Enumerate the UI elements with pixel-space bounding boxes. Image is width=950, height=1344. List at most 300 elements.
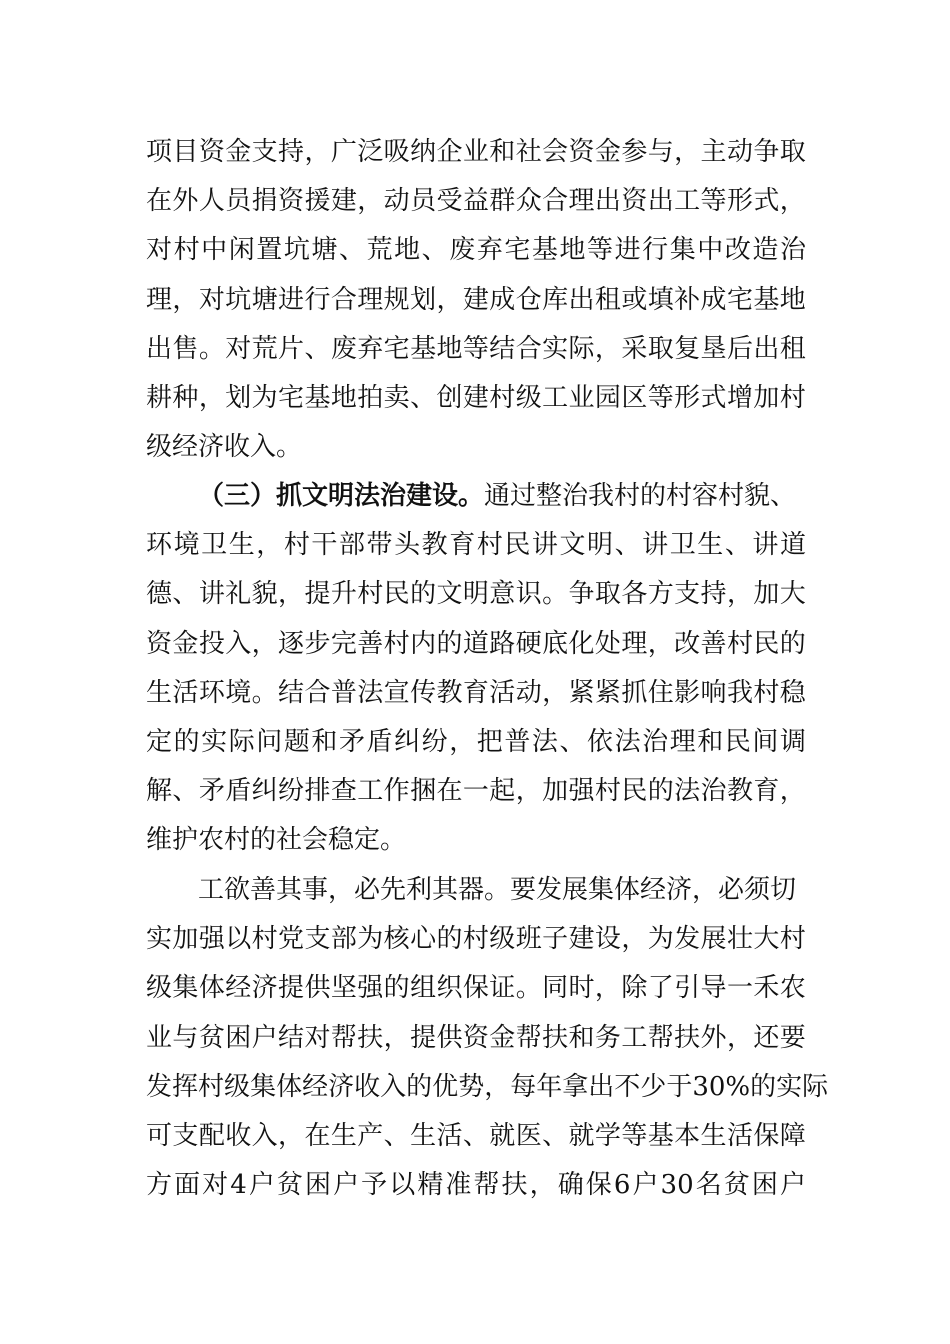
text-char: 法 <box>614 726 641 757</box>
text-char: 识 <box>515 579 542 610</box>
text-char: 传 <box>410 677 437 708</box>
text-char: 宅 <box>383 333 410 364</box>
text-char: 为 <box>647 924 674 955</box>
text-char: 式 <box>700 382 727 413</box>
text-char: 动 <box>726 137 753 167</box>
text-char: 主 <box>700 137 727 167</box>
text-char: 地 <box>559 235 586 266</box>
text-char: 盾 <box>366 726 393 757</box>
text-char: 援 <box>304 186 331 217</box>
text-char: 理 <box>621 628 648 659</box>
text-char: 合 <box>542 186 569 217</box>
text-char: 贫 <box>198 1022 225 1053</box>
text-char: 建 <box>568 924 595 955</box>
text-char: 补 <box>674 284 701 315</box>
text-char: 合 <box>330 284 357 315</box>
text-line <box>146 570 806 619</box>
text-char: 片 <box>278 333 305 364</box>
text-char: 我 <box>726 677 753 708</box>
text-char: 的 <box>436 924 463 955</box>
text-char: 引 <box>674 973 701 1004</box>
text-char: 实 <box>146 924 173 955</box>
text-char: 理 <box>146 284 173 315</box>
text-char: 参 <box>621 137 648 167</box>
text-char: 改 <box>674 628 701 659</box>
text-char: 等 <box>462 333 489 364</box>
text-char: 活 <box>172 677 199 708</box>
text-char: 基 <box>647 1120 674 1151</box>
text-char: ， <box>304 137 331 167</box>
text-char: 废 <box>330 333 357 364</box>
text-char: 中 <box>697 235 724 266</box>
text-char: 与 <box>172 1022 199 1053</box>
text-char: 育 <box>462 677 489 708</box>
text-char: 租 <box>594 284 621 315</box>
text-char: 贫 <box>276 1170 303 1201</box>
text-char: 不 <box>614 1071 641 1102</box>
text-line <box>146 276 806 325</box>
text-char: 矛 <box>198 776 225 807</box>
text-char: 弃 <box>476 235 503 266</box>
text-char: 资 <box>146 628 173 659</box>
text-char: 提 <box>304 579 331 610</box>
text-char: 硬 <box>515 628 542 659</box>
text-char: 供 <box>304 973 331 1004</box>
text-char: 等 <box>621 1120 648 1151</box>
text-char: 基 <box>304 382 331 413</box>
text-char: 、 <box>410 382 437 413</box>
text-char: ， <box>779 186 806 217</box>
text-char: 捆 <box>410 776 437 807</box>
text-char: 区 <box>621 382 648 413</box>
text-char: ， <box>383 1022 410 1053</box>
text-char: 业 <box>146 1022 173 1053</box>
text-char: 、 <box>559 726 586 757</box>
text-char: 坑 <box>283 235 310 266</box>
text-line <box>146 964 806 1013</box>
text-char: ， <box>594 333 621 364</box>
text-char: 资 <box>278 186 305 217</box>
text-char: 村 <box>383 628 410 659</box>
text-char: 和 <box>697 726 724 757</box>
text-char: 保 <box>753 1120 780 1151</box>
text-char: 帮 <box>647 1022 674 1053</box>
text-char: 实 <box>542 333 569 364</box>
text-char: 后 <box>726 333 753 364</box>
text-char: 际 <box>568 333 595 364</box>
text-char: 支 <box>674 579 701 610</box>
text-char: 德 <box>146 579 173 610</box>
text-char: 、 <box>421 235 448 266</box>
text-char: 济 <box>328 1071 355 1102</box>
text-line <box>146 226 806 275</box>
text-char: 、 <box>614 530 641 561</box>
text-char: 户 <box>779 1170 806 1201</box>
text-char: 、 <box>462 1120 489 1151</box>
text-char: 改 <box>724 235 751 266</box>
text-char: 结 <box>278 677 305 708</box>
text-char: 村 <box>726 628 753 659</box>
text-char: 要 <box>779 1022 806 1053</box>
text-line <box>146 1014 806 1063</box>
text-char: 动 <box>515 677 542 708</box>
text-char: 道 <box>779 530 806 561</box>
text-char: 定 <box>146 726 173 757</box>
text-char: 环 <box>198 677 225 708</box>
text-char: 予 <box>361 1170 388 1201</box>
text-char: 加 <box>172 924 199 955</box>
text-char: 中 <box>201 235 228 266</box>
text-char: 部 <box>330 924 357 955</box>
text-char: 创 <box>436 382 463 413</box>
text-char: 貌 <box>251 579 278 610</box>
text-line <box>146 325 806 374</box>
text-char: 的 <box>436 628 463 659</box>
text-char: 明 <box>587 530 614 561</box>
text-char: 填 <box>647 284 674 315</box>
text-char: 基 <box>753 284 780 315</box>
text-char: 紧 <box>594 677 621 708</box>
text-char: ， <box>621 924 648 955</box>
text-char: 法 <box>357 677 384 708</box>
text-char: ， <box>436 284 463 315</box>
text-char: 的 <box>410 579 437 610</box>
text-char: 资 <box>462 1022 489 1053</box>
text-char: 出 <box>594 186 621 217</box>
text-char: 群 <box>489 186 516 217</box>
text-char: 增 <box>726 382 753 413</box>
text-char: 村 <box>489 382 516 413</box>
text-line <box>146 374 806 423</box>
text-char: 社 <box>515 137 542 167</box>
text-line <box>146 718 806 767</box>
text-char: ， <box>674 137 701 167</box>
text-char: 级 <box>515 382 542 413</box>
text-char: ， <box>256 530 283 561</box>
text-char: 配 <box>198 1120 225 1151</box>
text-char: 采 <box>621 333 648 364</box>
text-char: 。 <box>198 333 225 364</box>
text-char: 保 <box>462 973 489 1004</box>
text-char: 收 <box>225 1120 252 1151</box>
text-char: 企 <box>436 137 463 167</box>
text-char: 结 <box>489 333 516 364</box>
text-char: 的 <box>383 973 410 1004</box>
text-char: 优 <box>432 1071 459 1102</box>
text-char: 入 <box>225 628 252 659</box>
text-char: 进 <box>614 235 641 266</box>
text-char: 。 <box>251 677 278 708</box>
text-char: 宣 <box>383 677 410 708</box>
text-char: 把 <box>476 726 503 757</box>
text-char: 取 <box>647 333 674 364</box>
text-char: 库 <box>542 284 569 315</box>
text-char: ， <box>515 776 542 807</box>
text-char: 治 <box>642 726 669 757</box>
text-char: 势 <box>458 1071 485 1102</box>
text-char: 实 <box>776 1071 803 1102</box>
text-char: 村 <box>476 530 503 561</box>
text-char: 员 <box>410 186 437 217</box>
text-char: 泛 <box>357 137 384 167</box>
text-char: 产 <box>357 1120 384 1151</box>
text-char: 仓 <box>515 284 542 315</box>
text-char: 强 <box>568 776 595 807</box>
text-char: 普 <box>504 726 531 757</box>
text-char: 造 <box>752 235 779 266</box>
text-char: 拿 <box>562 1071 589 1102</box>
text-char: 与 <box>647 137 674 167</box>
text-char: 各 <box>621 579 648 610</box>
text-char: 业 <box>568 382 595 413</box>
text-char: 核 <box>383 924 410 955</box>
text-char: 塘 <box>311 235 338 266</box>
text-char: 结 <box>278 1022 305 1053</box>
text-char: 务 <box>594 1022 621 1053</box>
text-char: 活 <box>436 1120 463 1151</box>
text-char: 在 <box>304 1120 331 1151</box>
text-char: 级 <box>489 924 516 955</box>
text-char: 对 <box>304 1022 331 1053</box>
text-char: 设 <box>594 924 621 955</box>
text-char: 30% <box>692 1071 751 1102</box>
text-char: 卫 <box>669 530 696 561</box>
text-char: 加 <box>753 579 780 610</box>
text-char: 解 <box>146 776 173 807</box>
text-char: 租 <box>779 333 806 364</box>
text-char: 普 <box>330 677 357 708</box>
text-char: 就 <box>568 1120 595 1151</box>
text-char: 宅 <box>504 235 531 266</box>
text-char: 底 <box>542 628 569 659</box>
text-char: ， <box>198 382 225 413</box>
text-char: 环 <box>146 530 173 561</box>
text-char: 了 <box>647 973 674 1004</box>
text-char: 帮 <box>515 1022 542 1053</box>
text-char: 地 <box>779 284 806 315</box>
text-char: 禾 <box>753 973 780 1004</box>
text-char: 可 <box>146 1120 173 1151</box>
text-char: 讲 <box>642 530 669 561</box>
text-char: 合 <box>515 333 542 364</box>
text-char: 和 <box>568 1022 595 1053</box>
text-char: 收 <box>354 1071 381 1102</box>
text-line <box>146 915 806 964</box>
text-char: 、 <box>383 1120 410 1151</box>
text-char: 集 <box>669 235 696 266</box>
text-char: 农 <box>779 973 806 1004</box>
text-char: 障 <box>779 1120 806 1151</box>
text-char: 强 <box>198 924 225 955</box>
text-char: 面 <box>174 1170 201 1201</box>
text-char: 纠 <box>251 776 278 807</box>
text-char: 行 <box>304 284 331 315</box>
text-char: 体 <box>198 973 225 1004</box>
text-char: 资 <box>621 186 648 217</box>
text-char: 成 <box>700 284 727 315</box>
text-char: 置 <box>256 235 283 266</box>
text-char: 教 <box>421 530 448 561</box>
text-char: 规 <box>383 284 410 315</box>
text-char: 员 <box>225 186 252 217</box>
text-char: 生 <box>410 1120 437 1151</box>
text-char: 纠 <box>394 726 421 757</box>
text-char: 部 <box>338 530 365 561</box>
text-char: 、 <box>172 776 199 807</box>
text-char: 经 <box>225 973 252 1004</box>
text-char: 同 <box>542 973 569 1004</box>
text-char: 进 <box>278 284 305 315</box>
text-char: 文 <box>436 579 463 610</box>
text-char: 地 <box>330 382 357 413</box>
text-char: 支 <box>172 1120 199 1151</box>
text-char: 项 <box>146 137 173 167</box>
text-char: 或 <box>621 284 648 315</box>
paragraph-3 <box>146 866 829 1210</box>
text-char: 工 <box>357 776 384 807</box>
text-char: 理 <box>568 186 595 217</box>
text-char: 善 <box>357 628 384 659</box>
text-char: 益 <box>462 186 489 217</box>
text-char: 名 <box>695 1170 722 1201</box>
text-char: 动 <box>383 186 410 217</box>
text-char: 级 <box>224 1071 251 1102</box>
text-char: 内 <box>410 628 437 659</box>
text-char: 展 <box>700 924 727 955</box>
text-char: 4 <box>230 1170 247 1201</box>
text-line <box>146 669 806 718</box>
text-char: 坚 <box>330 973 357 1004</box>
text-char: 境 <box>225 677 252 708</box>
text-char: 礼 <box>225 579 252 610</box>
text-char: 活 <box>489 677 516 708</box>
text-char: 目 <box>172 137 199 167</box>
text-char: 塘 <box>251 284 278 315</box>
text-char: 村 <box>357 579 384 610</box>
text-char: 影 <box>674 677 701 708</box>
text-char: 资 <box>198 137 225 167</box>
text-char: 生 <box>146 677 173 708</box>
text-char: 卖 <box>383 382 410 413</box>
text-char: 对 <box>225 333 252 364</box>
text-char: 闲 <box>228 235 255 266</box>
text-line-first <box>146 472 806 521</box>
text-char: 响 <box>700 677 727 708</box>
text-line <box>146 177 806 226</box>
text-char: 众 <box>515 186 542 217</box>
text-char: 宅 <box>278 382 305 413</box>
text-char: 起 <box>489 776 516 807</box>
text-char: 民 <box>504 530 531 561</box>
text-line <box>146 767 806 816</box>
text-char: 帮 <box>473 1170 500 1201</box>
text-char: 持 <box>278 137 305 167</box>
text-char: ， <box>726 1022 753 1053</box>
text-char: 经 <box>302 1071 329 1102</box>
text-char: 干 <box>311 530 338 561</box>
text-line <box>146 1063 829 1112</box>
text-char: 带 <box>366 530 393 561</box>
text-char: 准 <box>445 1170 472 1201</box>
text-char: 捐 <box>251 186 278 217</box>
text-char: 卫 <box>201 530 228 561</box>
text-char: 体 <box>276 1071 303 1102</box>
text-char: 于 <box>666 1071 693 1102</box>
text-char: 外 <box>172 186 199 217</box>
text-char: 的 <box>750 1071 777 1102</box>
text-char: 证 <box>489 973 516 1004</box>
text-char: 支 <box>304 924 331 955</box>
text-line-first: 工欲善其事，必先利其器。要发展集体经济，必须切 <box>198 875 797 905</box>
text-char: 教 <box>726 776 753 807</box>
text-char: 入 <box>380 1071 407 1102</box>
text-char: 就 <box>489 1120 516 1151</box>
text-char: 和 <box>311 726 338 757</box>
text-char: 争 <box>568 579 595 610</box>
text-char: 道 <box>462 628 489 659</box>
text-char: 村 <box>779 382 806 413</box>
text-char: 基 <box>531 235 558 266</box>
text-char: 村 <box>462 924 489 955</box>
text-char: 每 <box>510 1071 537 1102</box>
text-char: 地 <box>394 235 421 266</box>
text-char: 在 <box>146 186 173 217</box>
text-char: 学 <box>594 1120 621 1151</box>
text-char: 以 <box>389 1170 416 1201</box>
text-char: 建 <box>330 186 357 217</box>
text-char: 等 <box>647 382 674 413</box>
paragraph-2 <box>146 472 806 866</box>
text-char: 讲 <box>752 530 779 561</box>
text-char: 导 <box>700 973 727 1004</box>
text-char: 讲 <box>531 530 558 561</box>
text-char: 6 <box>613 1170 631 1201</box>
text-char: 村 <box>283 530 310 561</box>
text-char: 村 <box>594 776 621 807</box>
text-char: 法 <box>674 776 701 807</box>
text-char: 建 <box>462 284 489 315</box>
text-char: ， <box>542 677 569 708</box>
text-char: 对 <box>198 284 225 315</box>
text-char: 形 <box>674 382 701 413</box>
text-char: 际 <box>802 1071 829 1102</box>
text-char: 的 <box>406 1071 433 1102</box>
text-char: 讲 <box>198 579 225 610</box>
text-char: 法 <box>531 726 558 757</box>
text-char: 大 <box>779 579 806 610</box>
text-char: 耕 <box>146 382 173 413</box>
text-char: 划 <box>410 284 437 315</box>
text-char: 强 <box>357 973 384 1004</box>
text-char: 生 <box>330 1120 357 1151</box>
text-char: 户 <box>333 1170 360 1201</box>
text-char: 出 <box>753 333 780 364</box>
text-char: 住 <box>647 677 674 708</box>
text-char: ， <box>251 628 278 659</box>
text-char: 扶 <box>501 1170 528 1201</box>
text-char: 投 <box>198 628 225 659</box>
text-char: 保 <box>585 1170 612 1201</box>
text-char: 织 <box>436 973 463 1004</box>
text-char: 工 <box>542 382 569 413</box>
text-char: 一 <box>462 776 489 807</box>
text-char: ， <box>278 579 305 610</box>
text-char: 荒 <box>251 333 278 364</box>
text-char: 升 <box>330 579 357 610</box>
paragraph-1 <box>146 128 806 472</box>
text-char: 合 <box>304 677 331 708</box>
text-char: 民 <box>753 628 780 659</box>
